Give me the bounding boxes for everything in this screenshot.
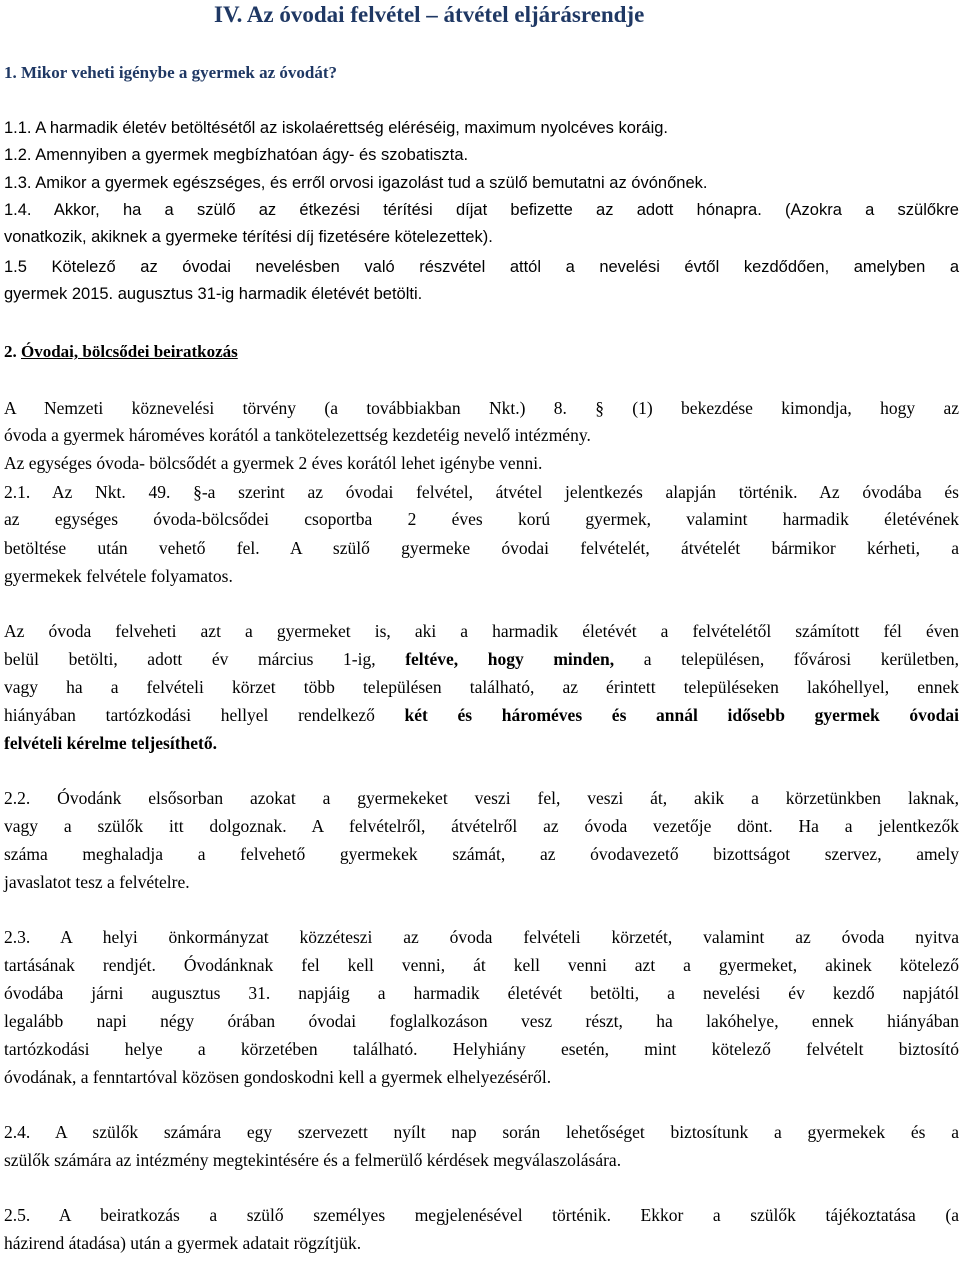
accept-line-4 [4, 704, 959, 726]
item-1-2: 1.2. Amennyiben a gyermek megbízhatóan ágy- és szobatiszta. [4, 146, 469, 164]
item-1-1: 1.1. A harmadik életév betöltésétől az iskolaérettség eléréséig, maximum nyolcéves koráig. [4, 119, 669, 137]
p22-line-3: száma meghaladja a felvehető gyermekek számát, az óvodavezető bizottságot szervez, amely [4, 844, 959, 864]
section-2-title: Óvodai, bölcsődei beiratkozás [21, 342, 238, 361]
section-1-heading: 1. Mikor veheti igénybe a gyermek az óvodát? [4, 63, 338, 82]
p22-line-2: vagy a szülők itt dolgoznak. A felvételről, átvételről az óvoda vezetője dönt. Ha a jelentkezők [4, 816, 959, 836]
accept-line-2c: a településen, fővárosi kerületben, [614, 649, 959, 669]
p24-line-1: 2.4. A szülők számára egy szervezett nyílt nap során lehetőséget biztosítunk a gyermekek és a [4, 1122, 959, 1142]
accept-line-5-bold: felvételi kérelme teljesíthető. [4, 733, 217, 753]
accept-line-4-bold: két és hároméves és annál idősebb gyermek óvodai [404, 705, 959, 725]
accept-line-5 [4, 732, 217, 754]
accept-line-4a: hiányában tartózkodási hellyel rendelkező [4, 705, 405, 725]
p21-line-2: az egységes óvoda-bölcsődei csoportba 2 éves korú gyermek, valamint harmadik életévének [4, 509, 959, 529]
p23-line-6: óvodának, a fenntartóval közösen gondoskodni kell a gyermek elhelyezéséről. [4, 1067, 552, 1087]
p24-line-2: szülők számára az intézmény megtekintésére és a felmerülő kérdések megválaszolására. [4, 1150, 622, 1170]
p22-line-4: javaslatot tesz a felvételre. [4, 872, 190, 892]
law-line-3: Az egységes óvoda- bölcsődét a gyermek 2 éves korától lehet igénybe venni. [4, 453, 543, 473]
section-2-number: 2. [4, 342, 21, 361]
accept-line-2a: belül betölti, adott év március 1-ig, [4, 649, 406, 669]
item-1-5-line-2: gyermek 2015. augusztus 31-ig harmadik életévét betölti. [4, 285, 423, 303]
accept-line-2-bold: feltéve, hogy minden, [405, 649, 615, 669]
p23-line-3: óvodába járni augusztus 31. napjáig a harmadik életévét betölti, a nevelési év kezdő napjától [4, 983, 959, 1003]
p23-line-1: 2.3. A helyi önkormányzat közzéteszi az óvoda felvételi körzetét, valamint az óvoda nyitva [4, 927, 959, 947]
item-1-5-line-1: 1.5 Kötelező az óvodai nevelésben való részvétel attól a nevelési évtől kezdődően, amelyben a [4, 258, 959, 276]
p23-line-2: tartásának rendjét. Óvodánknak fel kell venni, át kell venni azt a gyermeket, akinek kötelező [4, 955, 959, 975]
page-title: IV. Az óvodai felvétel – átvétel eljárásrendje [214, 2, 645, 27]
p21-line-1: 2.1. Az Nkt. 49. §-a szerint az óvodai felvétel, átvétel jelentkezés alapján történik. Az óvodába és [4, 482, 959, 502]
p21-line-4: gyermekek felvétele folyamatos. [4, 566, 233, 586]
accept-line-2 [4, 648, 959, 670]
law-line-2: óvoda a gyermek hároméves korától a tankötelezettség kezdetéig nevelő intézmény. [4, 425, 591, 445]
p22-line-1: 2.2. Óvodánk elsősorban azokat a gyermekeket veszi fel, veszi át, akik a körzetünkben laknak, [4, 788, 959, 808]
item-1-4-line-1: 1.4. Akkor, ha a szülő az étkezési térítési díjat befizette az adott hónapra. (Azokra a szülőkre [4, 201, 959, 219]
law-line-1: A Nemzeti köznevelési törvény (a továbbiakban Nkt.) 8. § (1) bekezdése kimondja, hogy az [4, 398, 959, 418]
section-2-heading [4, 341, 238, 363]
p25-line-2: házirend átadása) után a gyermek adatait rögzítjük. [4, 1233, 362, 1253]
item-1-3: 1.3. Amikor a gyermek egészséges, és erről orvosi igazolást tud a szülő bemutatni az óvónőnek. [4, 174, 708, 192]
accept-line-1: Az óvoda felveheti azt a gyermeket is, aki a harmadik életévét a felvételétől számított fél éven [4, 621, 959, 641]
p25-line-1: 2.5. A beiratkozás a szülő személyes megjelenésével történik. Ekkor a szülők tájékoztatása (a [4, 1205, 959, 1225]
p21-line-3: betöltése után vehető fel. A szülő gyermeke óvodai felvételét, átvételét bármikor kérheti, a [4, 538, 959, 558]
item-1-4-line-2: vonatkozik, akiknek a gyermeke térítési díj fizetésére kötelezettek). [4, 228, 493, 246]
p23-line-5: tartózkodási helye a körzetében található. Helyhiány esetén, mint kötelező felvételt biztosító [4, 1039, 959, 1059]
accept-line-3: vagy ha a felvételi körzet több településen található, az érintett településeken lakóhellyel, ennek [4, 677, 959, 697]
p23-line-4: legalább napi négy órában óvodai foglalkozáson vesz részt, ha lakóhelye, ennek hiányában [4, 1011, 959, 1031]
